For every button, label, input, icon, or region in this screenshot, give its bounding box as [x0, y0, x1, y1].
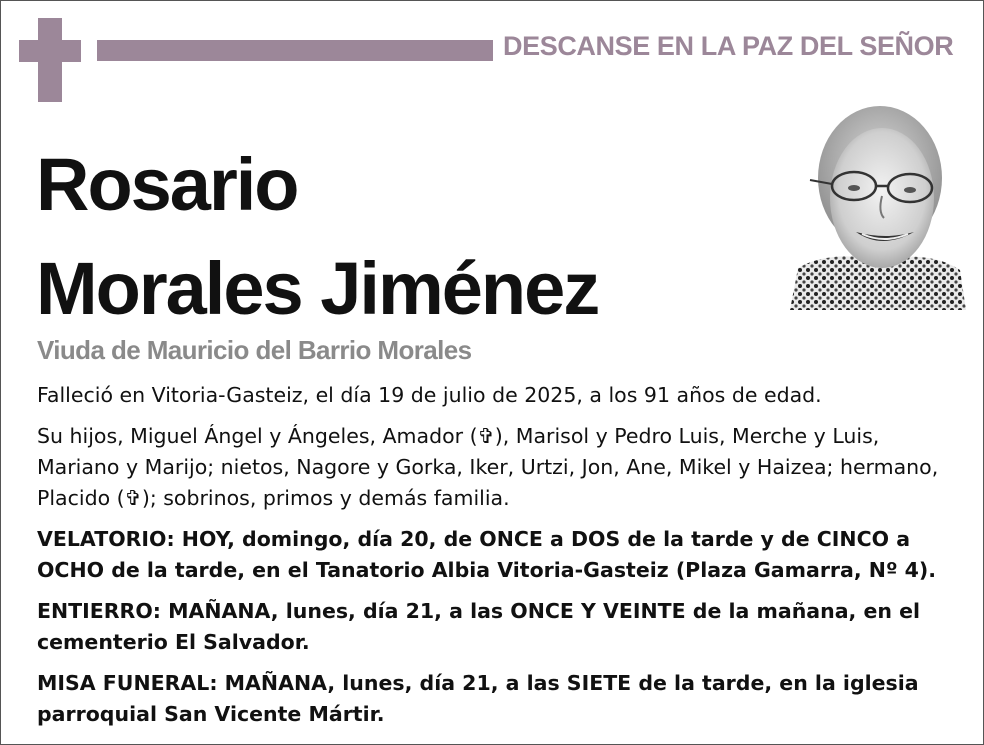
header-bar — [97, 40, 493, 61]
portrait-photo — [790, 100, 966, 310]
burial-info: ENTIERRO: MAÑANA, lunes, día 21, a las ONCE Y VEINTE de la mañana, en el cementerio El Salvador. — [37, 599, 921, 654]
family-list: Su hijos, Miguel Ángel y Ángeles, Amador (✞), Marisol y Pedro Luis, Merche y Luis, Mariano y Marijo; nietos, Nagore y Gorka, Iker, Urtzi, Jon, Ane, Mikel y Haizea; hermano, Placido (✞); sobrinos, primos y demás familia. — [37, 424, 939, 510]
widow-subtitle: Viuda de Mauricio del Barrio Morales — [37, 335, 472, 365]
notice-body — [37, 380, 957, 740]
wake-info: VELATORIO: HOY, domingo, día 20, de ONCE a DOS de la tarde y de CINCO a OCHO de la tarde, en el Tanatorio Albia Vitoria-Gasteiz (Plaza Gamarra, Nº 4). — [37, 527, 937, 582]
deceased-name — [36, 133, 598, 341]
funeral-mass-info: MISA FUNERAL: MAÑANA, lunes, día 21, a las SIETE de la tarde, en la iglesia parroquial San Vicente Mártir. — [37, 671, 919, 726]
header-tagline: DESCANSE EN LA PAZ DEL SEÑOR — [503, 31, 954, 61]
name-line-1: Rosario — [36, 143, 298, 226]
death-statement: Falleció en Vitoria-Gasteiz, el día 19 de julio de 2025, a los 91 años de edad. — [37, 383, 822, 407]
name-line-2: Morales Jiménez — [36, 247, 599, 330]
